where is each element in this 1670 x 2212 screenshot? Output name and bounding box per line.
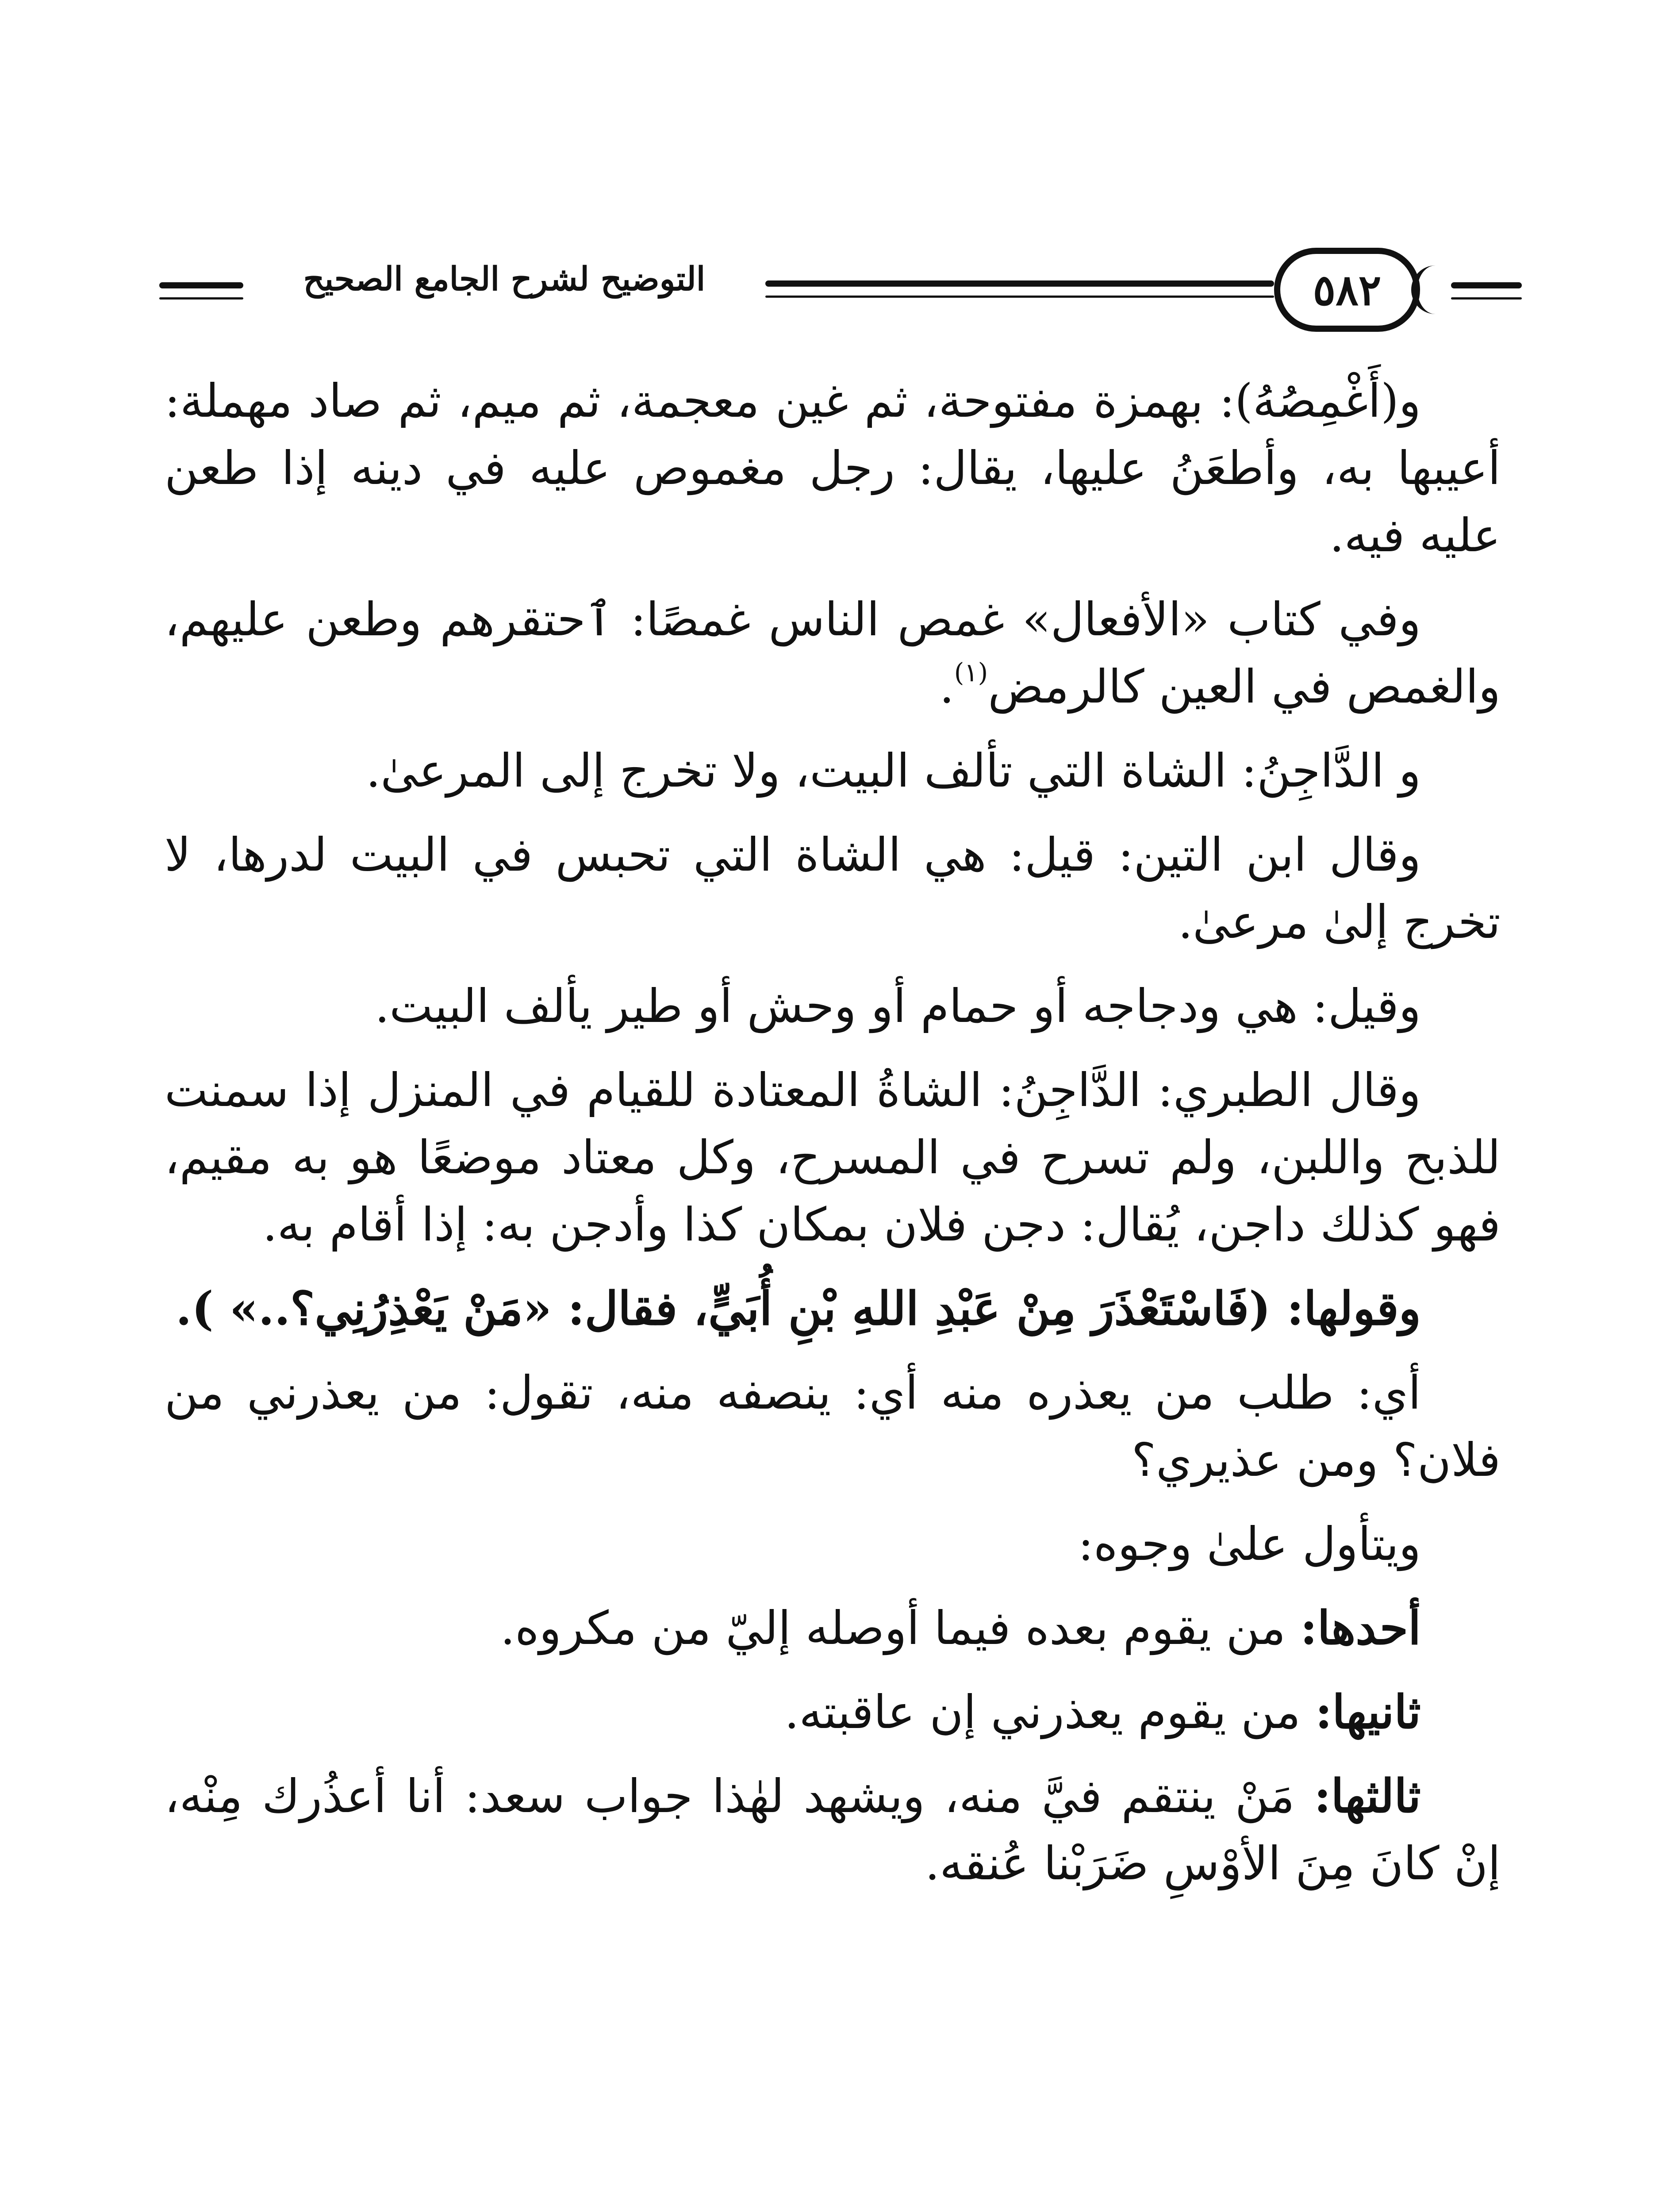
paragraph: و الدَّاجِنُ: الشاة التي تألف البيت، ولا تخرج إلى المرعىٰ.	[366, 744, 1421, 798]
page-number: ٥٨٢	[1274, 248, 1420, 332]
item-text: من يقوم بعده فيما أوصله إليّ من مكروه.	[500, 1601, 1301, 1655]
header-rule	[765, 296, 1274, 298]
item-text: مَنْ ينتقم فيَّ منه، ويشهد لهٰذا جواب سعد: أنا أعذُرك مِنْه، إنْ كانَ مِنَ الأوْسِ ضَرَبْنا عُنقه.	[165, 1769, 1501, 1890]
header-rule	[159, 282, 243, 288]
header-rule	[765, 280, 1274, 287]
item-label: ثالثها:	[1314, 1769, 1421, 1823]
list-item	[165, 1763, 1501, 1897]
header-rule	[159, 297, 243, 300]
paragraph: وقال الطبري: الدَّاجِنُ: الشاةُ المعتادة للقيام في المنزل إذا سمنت للذبح واللبن، ولم تسرح في المسرح، وكل معتاد موضعًا هو به مقيم، فهو كذلك داجن، يُقال: دجن فلان بمكان كذا وأدجن به: إذا أقام به.	[165, 1063, 1501, 1252]
badge-ornament	[1411, 265, 1460, 314]
paragraph-text: وفي كتاب «الأفعال» غمص الناس غمصًا: ٱحتقرهم وطعن عليهم، والغمص في العين كالرمض	[165, 592, 1501, 714]
header-rule	[1451, 282, 1522, 288]
list-item	[165, 1678, 1501, 1746]
paragraph: ويتأول علىٰ وجوه:	[1078, 1517, 1421, 1571]
main-text	[165, 367, 1501, 1914]
paragraph: وقيل: هي ودجاجه أو حمام أو وحش أو طير يألف البيت.	[375, 979, 1421, 1033]
running-header	[150, 248, 1522, 336]
paragraph: وقولها: (فَاسْتَعْذَرَ مِنْ عَبْدِ اللهِ بْنِ أُبَيٍّ، فقال: «مَنْ يَعْذِرُنِي؟..» ).	[176, 1281, 1421, 1336]
header-rule	[1451, 297, 1522, 300]
list-item	[165, 1594, 1501, 1662]
footnote-reference: (١)	[954, 657, 988, 687]
paragraph	[165, 586, 1501, 720]
paragraph: وقال ابن التين: قيل: هي الشاة التي تحبس في البيت لدرها، لا تخرج إلىٰ مرعىٰ.	[165, 828, 1501, 949]
book-title: التوضيح لشرح الجامع الصحيح	[303, 260, 706, 298]
item-label: أحدها:	[1300, 1601, 1421, 1655]
paragraph-end: .	[939, 660, 954, 714]
item-label: ثانيها:	[1315, 1685, 1421, 1739]
paragraph: و(أَغْمِصُهُ): بهمزة مفتوحة، ثم غين معجمة، ثم ميم، ثم صاد مهملة: أعيبها به، وأطعَنُ عليها، يقال: رجل مغموص عليه في دينه إذا طعن عليه فيه.	[165, 374, 1501, 562]
item-text: من يقوم يعذرني إن عاقبته.	[784, 1685, 1316, 1739]
paragraph: أي: طلب من يعذره منه أي: ينصفه منه، تقول: من يعذرني من فلان؟ ومن عذيري؟	[165, 1366, 1501, 1487]
